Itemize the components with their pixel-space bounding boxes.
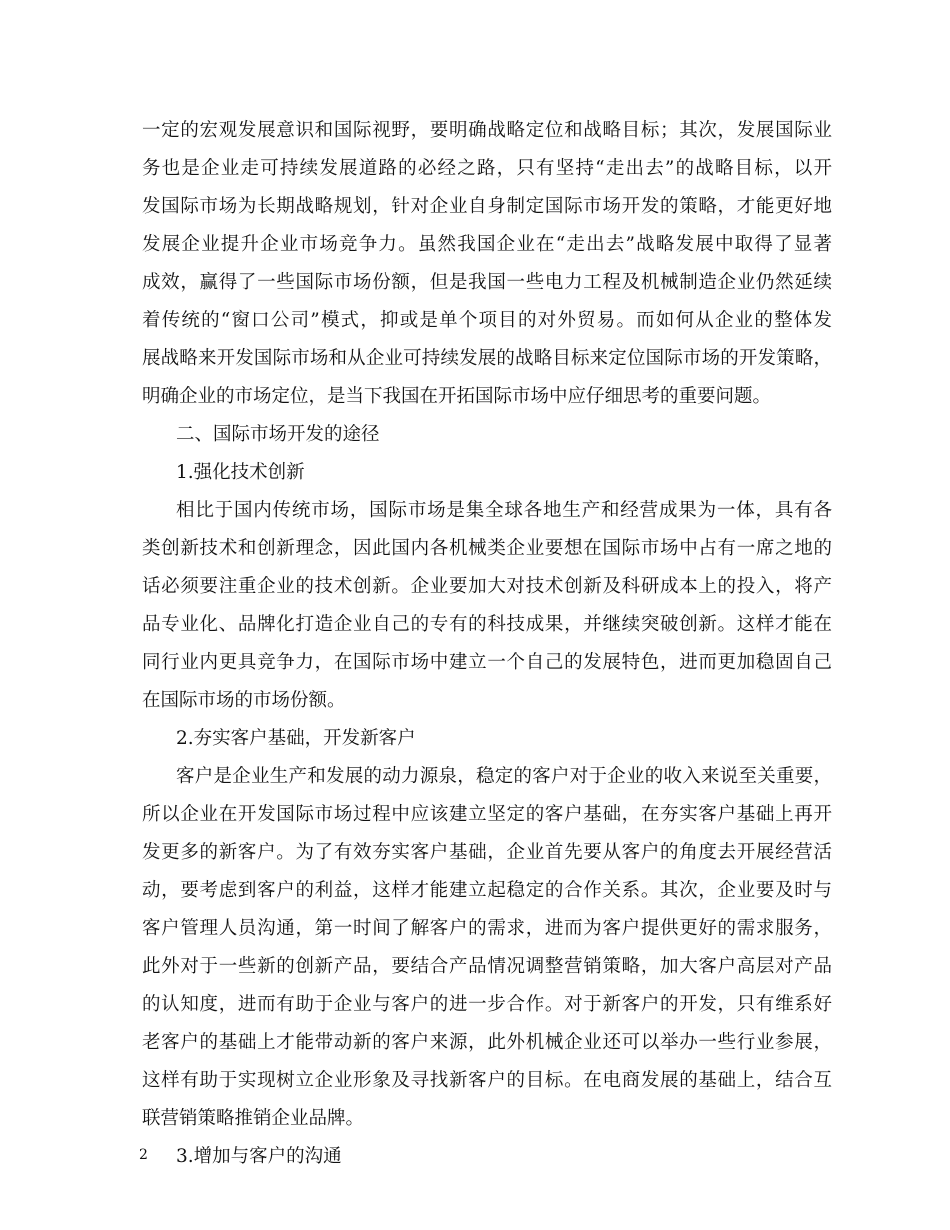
body-text-line: 务也是企业走可持续发展道路的必经之路，只有坚持“走出去”的战略目标，以开 [142,158,832,179]
body-text-line: 同行业内更具竞争力，在国际市场中建立一个自己的发展特色，进而更加稳固自己 [142,652,832,673]
body-text-line: 类创新技术和创新理念，因此国内各机械类企业要想在国际市场中占有一席之地的 [142,538,832,559]
body-text-line: 一定的宏观发展意识和国际视野，要明确战略定位和战略目标；其次，发展国际业 [142,120,832,141]
body-text-line: 品专业化、品牌化打造企业自己的专有的科技成果，并继续突破创新。这样才能在 [142,614,832,635]
body-text-line: 发更多的新客户。为了有效夯实客户基础，企业首先要从客户的角度去开展经营活 [142,842,832,863]
subsection-heading: 1.强化技术创新 [176,462,305,483]
body-text-line: 发展企业提升企业市场竞争力。虽然我国企业在“走出去”战略发展中取得了显著 [142,234,832,255]
body-text-line: 此外对于一些新的创新产品，要结合产品情况调整营销策略，加大客户高层对产品 [142,956,832,977]
body-text-line: 老客户的基础上才能带动新的客户来源，此外机械企业还可以举办一些行业参展， [142,1032,832,1053]
body-text-line: 展战略来开发国际市场和从企业可持续发展的战略目标来定位国际市场的开发策略， [142,348,832,369]
body-text-line: 话必须要注重企业的技术创新。企业要加大对技术创新及科研成本上的投入，将产 [142,576,832,597]
section-heading: 二、国际市场开发的途径 [176,424,380,445]
paragraph-first-line: 客户是企业生产和发展的动力源泉，稳定的客户对于企业的收入来说至关重要， [176,766,832,787]
body-text-line: 发国际市场为长期战略规划，针对企业自身制定国际市场开发的策略，才能更好地 [142,196,832,217]
body-text-line: 明确企业的市场定位，是当下我国在开拓国际市场中应仔细思考的重要问题。 [142,386,772,407]
body-text-line: 客户管理人员沟通，第一时间了解客户的需求，进而为客户提供更好的需求服务， [142,918,832,939]
paragraph-first-line: 相比于国内传统市场，国际市场是集全球各地生产和经营成果为一体，具有各 [176,500,832,521]
body-text-line: 在国际市场的市场份额。 [142,690,346,711]
subsection-heading: 2.夯实客户基础，开发新客户 [176,728,416,749]
body-text-line: 着传统的“窗口公司”模式，抑或是单个项目的对外贸易。而如何从企业的整体发 [142,310,832,331]
page-number: 2 [139,1147,148,1163]
subsection-heading: 3.增加与客户的沟通 [176,1146,342,1167]
body-text-line: 这样有助于实现树立企业形象及寻找新客户的目标。在电商发展的基础上，结合互 [142,1070,832,1091]
body-text-line: 成效，赢得了一些国际市场份额，但是我国一些电力工程及机械制造企业仍然延续 [142,272,832,293]
body-text-line: 联营销策略推销企业品牌。 [142,1108,365,1129]
body-text-line: 所以企业在开发国际市场过程中应该建立坚定的客户基础，在夯实客户基础上再开 [142,804,832,825]
body-text-line: 动，要考虑到客户的利益，这样才能建立起稳定的合作关系。其次，企业要及时与 [142,880,832,901]
body-text-line: 的认知度，进而有助于企业与客户的进一步合作。对于新客户的开发，只有维系好 [142,994,832,1015]
